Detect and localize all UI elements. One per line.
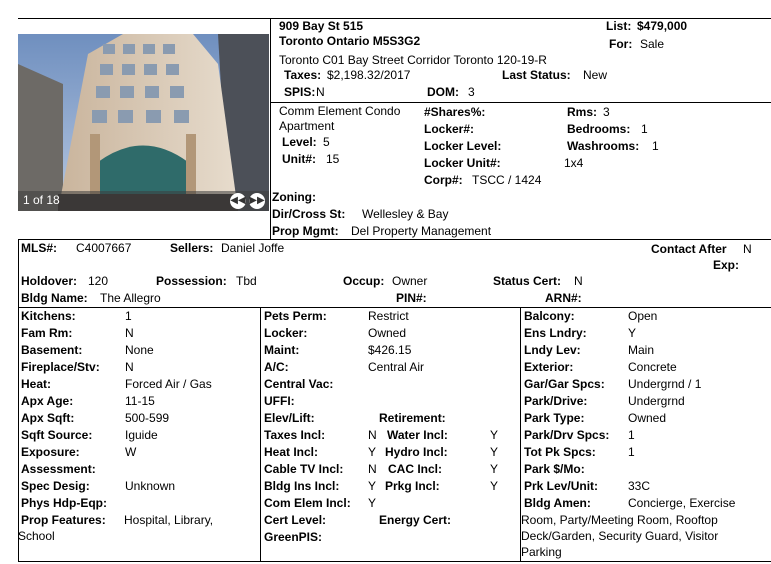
rms-value: 3 xyxy=(603,105,610,119)
for-value: Sale xyxy=(640,37,665,51)
gar-spcs-value: Undergrnd / 1 xyxy=(628,377,702,391)
contact-after-label: Contact After xyxy=(651,242,727,256)
locker-level-label: Locker Level: xyxy=(424,139,502,153)
prop-features-value-1: Hospital, Library, xyxy=(124,513,214,527)
contact-after-value: N xyxy=(743,242,752,256)
sqft-source-value: Iguide xyxy=(125,428,158,442)
mls-label: MLS#: xyxy=(21,241,57,255)
central-vac-label: Central Vac: xyxy=(264,377,334,391)
level-label: Level: xyxy=(282,135,317,149)
prop-mgmt-value: Del Property Management xyxy=(351,224,492,238)
fam-rm-label: Fam Rm: xyxy=(21,326,73,340)
taxes-incl-label: Taxes Incl: xyxy=(264,428,326,442)
zoning-label: Zoning: xyxy=(272,190,316,204)
status-cert-label: Status Cert: xyxy=(493,274,562,288)
for-label: For: xyxy=(609,37,633,51)
last-status-label: Last Status: xyxy=(502,68,571,82)
fireplace-label: Fireplace/Stv: xyxy=(21,360,100,374)
kitchens-value: 1 xyxy=(125,309,132,323)
pin-label: PIN#: xyxy=(396,291,427,305)
locker-label: Locker: xyxy=(264,326,308,340)
photo-nav-bar xyxy=(18,191,269,211)
bldg-ins-incl-value: Y xyxy=(368,479,377,493)
heat-incl-label: Heat Incl: xyxy=(264,445,319,459)
apx-sqft-label: Apx Sqft: xyxy=(21,411,75,425)
maint-label: Maint: xyxy=(264,343,300,357)
unit-label: Unit#: xyxy=(282,152,316,166)
kitchens-label: Kitchens: xyxy=(21,309,76,323)
rms-label: Rms: xyxy=(567,105,598,119)
shares-label: #Shares%: xyxy=(424,105,486,119)
arn-label: ARN#: xyxy=(545,291,582,305)
prkg-incl-value: Y xyxy=(490,479,499,493)
occup-value: Owner xyxy=(392,274,428,288)
bedrooms-label: Bedrooms: xyxy=(567,122,631,136)
balcony-value: Open xyxy=(628,309,658,323)
exterior-label: Exterior: xyxy=(524,360,574,374)
possession-value: Tbd xyxy=(236,274,257,288)
cable-tv-incl-value: N xyxy=(368,462,377,476)
bldg-name-label: Bldg Name: xyxy=(21,291,88,305)
gar-spcs-label: Gar/Gar Spcs: xyxy=(524,377,605,391)
apx-age-value: 11-15 xyxy=(125,394,155,408)
exposure-label: Exposure: xyxy=(21,445,80,459)
maint-value: $426.15 xyxy=(368,343,412,357)
building-image xyxy=(18,34,269,211)
next-photo-icon[interactable]: ▶▶ xyxy=(249,193,265,209)
bldg-amen-value-3: Deck/Garden, Security Guard, Visitor xyxy=(521,529,719,543)
photo-divider xyxy=(270,18,271,239)
sellers-value: Daniel Joffe xyxy=(221,241,285,255)
holdover-label: Holdover: xyxy=(21,274,78,288)
address-line-2: Toronto Ontario M5S3G2 xyxy=(279,34,421,48)
taxes-incl-value: N xyxy=(368,428,377,442)
apx-sqft-value: 500-599 xyxy=(125,411,170,425)
hydro-incl-label: Hydro Incl: xyxy=(385,445,448,459)
elev-lift-label: Elev/Lift: xyxy=(264,411,315,425)
basement-label: Basement: xyxy=(21,343,83,357)
cac-incl-label: CAC Incl: xyxy=(388,462,442,476)
ens-lndry-label: Ens Lndry: xyxy=(524,326,587,340)
level-value: 5 xyxy=(323,135,330,149)
energy-cert-label: Energy Cert: xyxy=(379,513,452,527)
mls-value: C4007667 xyxy=(76,241,132,255)
park-drv-spcs-label: Park/Drv Spcs: xyxy=(524,428,610,442)
hydro-incl-value: Y xyxy=(490,445,499,459)
park-drv-spcs-value: 1 xyxy=(628,428,635,442)
tot-pk-spcs-value: 1 xyxy=(628,445,635,459)
com-elem-incl-label: Com Elem Incl: xyxy=(264,496,351,510)
spec-desig-value: Unknown xyxy=(125,479,176,493)
pets-perm-value: Restrict xyxy=(368,309,409,323)
bldg-amen-value-4: Parking xyxy=(521,545,562,559)
uffi-label: UFFI: xyxy=(264,394,295,408)
park-drive-label: Park/Drive: xyxy=(524,394,588,408)
status-cert-value: N xyxy=(574,274,583,288)
spis-label: SPIS: xyxy=(284,85,316,99)
taxes-value: $2,198.32/2017 xyxy=(327,68,411,82)
pets-perm-label: Pets Perm: xyxy=(264,309,327,323)
section-divider-2 xyxy=(18,307,771,308)
corp-value: TSCC / 1424 xyxy=(472,173,542,187)
prk-lev-unit-label: Prk Lev/Unit: xyxy=(524,479,599,493)
park-type-label: Park Type: xyxy=(524,411,585,425)
cross-street-value: Wellesley & Bay xyxy=(362,207,449,221)
ac-label: A/C: xyxy=(264,360,289,374)
locker-num-label: Locker#: xyxy=(424,122,475,136)
water-incl-value: Y xyxy=(490,428,499,442)
list-price-label: List: xyxy=(606,19,632,33)
exposure-value: W xyxy=(125,445,137,459)
prk-lev-unit-value: 33C xyxy=(628,479,651,493)
balcony-label: Balcony: xyxy=(524,309,575,323)
bldg-amen-label: Bldg Amen: xyxy=(524,496,591,510)
retirement-label: Retirement: xyxy=(379,411,446,425)
apx-age-label: Apx Age: xyxy=(21,394,74,408)
dom-value: 3 xyxy=(468,85,475,99)
exterior-value: Concrete xyxy=(628,360,677,374)
washrooms-detail: 1x4 xyxy=(564,156,584,170)
unit-type-line-2: Apartment xyxy=(279,119,335,133)
possession-label: Possession: xyxy=(156,274,227,288)
photo-counter: 1 of 18 xyxy=(23,193,60,207)
locker-unit-label: Locker Unit#: xyxy=(424,156,501,170)
bldg-amen-value-2: Room, Party/Meeting Room, Rooftop xyxy=(521,513,718,527)
spis-value: N xyxy=(316,85,325,99)
ac-value: Central Air xyxy=(368,360,425,374)
heat-label: Heat: xyxy=(21,377,52,391)
corp-label: Corp#: xyxy=(424,173,463,187)
cross-street-label: Dir/Cross St: xyxy=(272,207,346,221)
water-incl-label: Water Incl: xyxy=(387,428,448,442)
washrooms-label: Washrooms: xyxy=(567,139,640,153)
basement-value: None xyxy=(125,343,154,357)
spec-desig-label: Spec Desig: xyxy=(21,479,90,493)
bldg-name-value: The Allegro xyxy=(100,291,161,305)
sqft-source-label: Sqft Source: xyxy=(21,428,93,442)
address-line-1: 909 Bay St 515 xyxy=(279,19,364,33)
district-line: Toronto C01 Bay Street Corridor Toronto 120-19-R xyxy=(279,53,547,67)
ens-lndry-value: Y xyxy=(628,326,637,340)
prop-features-value-2: School xyxy=(18,529,55,543)
com-elem-incl-value: Y xyxy=(368,496,377,510)
tot-pk-spcs-label: Tot Pk Spcs: xyxy=(524,445,596,459)
cac-incl-value: Y xyxy=(490,462,499,476)
exp-label: Exp: xyxy=(713,258,740,272)
bedrooms-value: 1 xyxy=(641,122,648,136)
cert-level-label: Cert Level: xyxy=(264,513,327,527)
cable-tv-incl-label: Cable TV Incl: xyxy=(264,462,344,476)
assessment-label: Assessment: xyxy=(21,462,96,476)
unit-type-line-1: Comm Element Condo xyxy=(279,104,401,118)
prev-photo-icon[interactable]: ◀◀ xyxy=(230,193,246,209)
left-border xyxy=(18,239,19,562)
park-per-month-label: Park $/Mo: xyxy=(524,462,585,476)
unit-value: 15 xyxy=(326,152,340,166)
occup-label: Occup: xyxy=(343,274,385,288)
lndy-lev-value: Main xyxy=(628,343,655,357)
locker-value: Owned xyxy=(368,326,407,340)
bldg-ins-incl-label: Bldg Ins Incl: xyxy=(264,479,340,493)
listing-photo[interactable] xyxy=(18,34,269,211)
phys-hdp-label: Phys Hdp-Eqp: xyxy=(21,496,107,510)
last-status-value: New xyxy=(583,68,608,82)
bottom-border xyxy=(18,561,771,562)
heat-value: Forced Air / Gas xyxy=(125,377,212,391)
section-divider-1 xyxy=(18,239,771,240)
greenpis-label: GreenPIS: xyxy=(264,530,323,544)
prop-features-label: Prop Features: xyxy=(21,513,106,527)
park-drive-value: Undergrnd xyxy=(628,394,685,408)
list-price: $479,000 xyxy=(637,19,688,33)
fireplace-value: N xyxy=(125,360,134,374)
col-divider-1 xyxy=(260,307,261,562)
washrooms-value: 1 xyxy=(652,139,659,153)
bldg-amen-value-1: Concierge, Exercise xyxy=(628,496,736,510)
fam-rm-value: N xyxy=(125,326,134,340)
heat-incl-value: Y xyxy=(368,445,377,459)
sellers-label: Sellers: xyxy=(170,241,214,255)
prkg-incl-label: Prkg Incl: xyxy=(385,479,440,493)
dom-label: DOM: xyxy=(427,85,459,99)
park-type-value: Owned xyxy=(628,411,667,425)
header-divider xyxy=(270,102,771,103)
lndy-lev-label: Lndy Lev: xyxy=(524,343,581,357)
holdover-value: 120 xyxy=(88,274,109,288)
taxes-label: Taxes: xyxy=(284,68,322,82)
prop-mgmt-label: Prop Mgmt: xyxy=(272,224,339,238)
